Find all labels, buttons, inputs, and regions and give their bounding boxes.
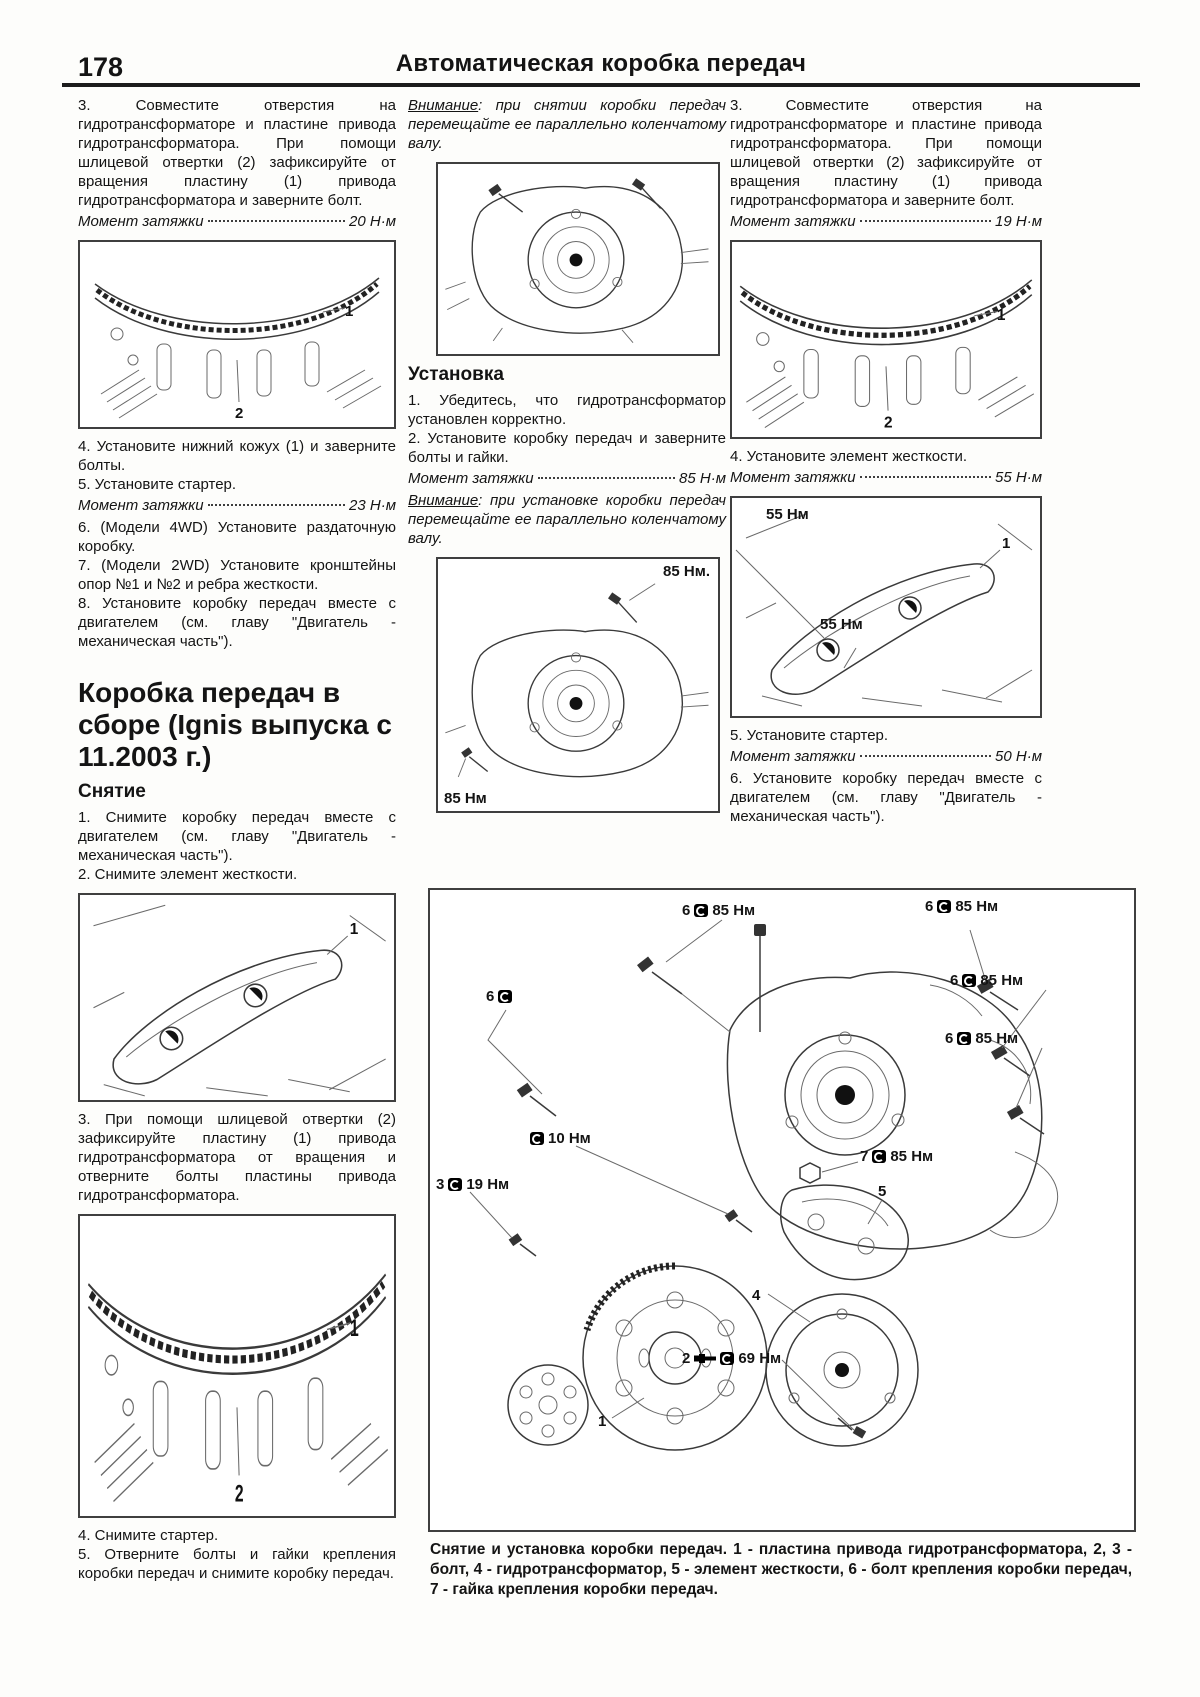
step-paragraph: 4. Установите элемент жесткости.	[730, 448, 968, 465]
torque-spec	[730, 212, 1042, 231]
section-heading: Коробка передач в сборе (Ignis выпуска с 11.2003 г.)	[78, 677, 392, 772]
subsection-installation: Установка	[408, 364, 504, 385]
figure-transmission-exploded	[428, 888, 1136, 1532]
dot-leader	[860, 755, 991, 757]
torque-label: Момент затяжки	[78, 497, 204, 514]
torque-value: 69 Нм	[738, 1350, 782, 1367]
part-number: 2	[682, 1350, 691, 1367]
step-paragraph: 4. Снимите стартер.	[78, 1527, 219, 1544]
torque-value: 19 Нм	[466, 1176, 510, 1193]
torque-value: 85 Нм	[712, 902, 756, 919]
torque-icon	[498, 990, 512, 1003]
torque-icon	[962, 974, 976, 987]
torque-spec	[408, 469, 726, 488]
step-paragraph: 7. (Модели 2WD) Установите кронштейны опор №1 и №2 и ребра жесткости.	[78, 557, 396, 593]
right-column	[730, 96, 1042, 826]
torque-callout	[682, 1350, 781, 1367]
step-paragraph: 5. Установите стартер.	[730, 727, 889, 744]
callout-1: 1	[345, 303, 354, 320]
figure-lower-cover-right	[730, 240, 1042, 439]
torque-icon	[694, 904, 708, 917]
torque-callout-85: 85 Нм.	[663, 563, 710, 580]
torque-label: Момент затяжки	[730, 748, 856, 765]
torque-icon	[720, 1352, 734, 1365]
torque-callout-85: 85 Нм	[444, 790, 487, 807]
dot-leader	[208, 220, 345, 222]
page-header	[62, 50, 1140, 87]
step-paragraph: 6. Установите коробку передач вместе с двигателем (см. главу "Двигатель - механическая часть").	[730, 770, 1042, 825]
torque-callout	[925, 898, 998, 915]
bolt-icon	[694, 1354, 716, 1363]
warning-label: Внимание	[408, 492, 479, 509]
torque-value: 85 Нм	[955, 898, 999, 915]
step-paragraph: 5. Отверните болты и гайки крепления коробки передач и снимите коробку передач.	[78, 1546, 396, 1582]
warning-text: : при снятии коробки передач перемещайте ее параллельно коленчатому валу.	[408, 97, 726, 152]
step-paragraph: 8. Установите коробку передач вместе с двигателем (см. главу "Двигатель - механическая часть").	[78, 595, 396, 650]
torque-icon	[448, 1178, 462, 1191]
dot-leader	[208, 504, 345, 506]
torque-icon	[957, 1032, 971, 1045]
torque-callout	[950, 972, 1023, 989]
torque-callout	[526, 1130, 591, 1147]
part-number: 6	[945, 1030, 954, 1047]
figure-stiffener-install	[730, 496, 1042, 718]
part-number: 6	[950, 972, 959, 989]
figure-art-transmission	[438, 164, 714, 354]
figure-art-bracket	[80, 895, 394, 1100]
torque-value: 50 Н·м	[995, 748, 1042, 765]
torque-value: 23 Н·м	[349, 497, 396, 514]
warning-paragraph	[408, 491, 726, 548]
figure-caption: Снятие и установка коробки передач. 1 - пластина привода гидротрансформатора, 2, 3 - болт, 4 - гидротрансформатор, 5 - элемент жесткости, 6 - болт крепления коробки передач, 7 - гайка крепления коробки передач.	[430, 1541, 1132, 1598]
callout-2: 2	[883, 414, 893, 432]
callout-1: 1	[996, 306, 1006, 325]
torque-callout	[682, 902, 755, 919]
torque-spec	[730, 747, 1042, 766]
step-paragraph: 2. Снимите элемент жесткости.	[78, 866, 298, 883]
figure-stiffener-bracket	[78, 893, 396, 1102]
step-paragraph: 6. (Модели 4WD) Установите раздаточную коробку.	[78, 519, 396, 555]
left-column	[78, 96, 396, 1583]
callout-1: 1	[1002, 535, 1011, 552]
torque-callout	[486, 988, 516, 1005]
figure-art-lower-cover	[80, 242, 394, 427]
step-paragraph: 1. Снимите коробку передач вместе с двигателем (см. главу "Двигатель - механическая часть").	[78, 809, 396, 864]
torque-label: Момент затяжки	[730, 213, 856, 230]
torque-callout	[436, 1176, 509, 1193]
figure-lower-cover-2	[78, 1214, 396, 1518]
torque-callout	[945, 1030, 1018, 1047]
torque-label: Момент затяжки	[408, 470, 534, 487]
figure-art-transmission	[438, 559, 714, 811]
torque-spec	[78, 496, 396, 515]
callout-2: 2	[234, 1480, 244, 1508]
figure-transmission-install	[436, 557, 720, 813]
torque-value: 19 Н·м	[995, 213, 1042, 230]
torque-icon	[872, 1150, 886, 1163]
torque-icon	[530, 1132, 544, 1145]
torque-value: 85 Нм	[980, 972, 1024, 989]
torque-value: 85 Нм	[890, 1148, 934, 1165]
warning-paragraph	[408, 96, 726, 153]
figure-art-lower-cover	[80, 1216, 394, 1516]
dot-leader	[860, 476, 991, 478]
callout-1: 1	[350, 1314, 359, 1342]
warning-text: : при установке коробки передач перемещайте ее параллельно коленчатому валу.	[408, 492, 726, 547]
torque-spec	[78, 212, 396, 231]
step-paragraph: 3. Совместите отверстия на гидротрансформаторе и пластине привода гидротрансформатора. При помощи шлицевой отвертки (2) зафиксируйте от вращения пластину (1) привода гидротрансформатора и заверните болт.	[730, 97, 1042, 209]
step-paragraph: 3. При помощи шлицевой отвертки (2) зафиксируйте пластину (1) привода гидротрансформатора от вращения и отверните болты пластины привода гидротрансформатора.	[78, 1111, 396, 1204]
callout-1: 1	[598, 1413, 607, 1430]
part-number: 3	[436, 1176, 445, 1193]
torque-label: Момент затяжки	[78, 213, 204, 230]
step-paragraph: 4. Установите нижний кожух (1) и заверните болты.	[78, 438, 396, 474]
torque-label: Момент затяжки	[730, 469, 856, 486]
callout-2: 2	[235, 405, 244, 422]
step-paragraph: 5. Установите стартер.	[78, 476, 237, 493]
figure-art-exploded	[430, 890, 1130, 1526]
torque-value: 85 Н·м	[679, 470, 726, 487]
step-paragraph: 2. Установите коробку передач и заверните болты и гайки.	[408, 430, 726, 466]
dot-leader	[860, 220, 991, 222]
torque-value: 55 Н·м	[995, 469, 1042, 486]
torque-callout	[860, 1148, 933, 1165]
part-number: 6	[682, 902, 691, 919]
warning-label: Внимание	[408, 97, 479, 114]
step-paragraph: 3. Совместите отверстия на гидротрансформаторе и пластине привода гидротрансформатора. При помощи шлицевой отвертки (2) зафиксируйте от вращения пластину (1) привода гидротрансформатора и заверните болт.	[78, 97, 396, 209]
callout-4: 4	[752, 1287, 761, 1304]
figure-art-lower-cover	[732, 242, 1040, 437]
torque-icon	[937, 900, 951, 913]
middle-column	[408, 96, 726, 821]
dot-leader	[538, 477, 675, 479]
torque-spec	[730, 468, 1042, 487]
torque-value: 85 Нм	[975, 1030, 1019, 1047]
torque-value: 20 Н·м	[349, 213, 396, 230]
torque-value: 10 Нм	[548, 1130, 591, 1147]
figure-art-bracket	[732, 498, 1040, 712]
step-paragraph: 1. Убедитесь, что гидротрансформатор установлен корректно.	[408, 392, 726, 428]
page-title: Автоматическая коробка передач	[395, 50, 807, 77]
part-number: 6	[486, 988, 495, 1005]
subsection-removal: Снятие	[78, 781, 146, 802]
callout-5: 5	[878, 1183, 887, 1200]
figure-transmission-removal	[436, 162, 720, 356]
part-number: 7	[860, 1148, 869, 1165]
page-number: 178	[78, 52, 124, 82]
callout-1: 1	[349, 920, 359, 938]
figure-lower-cover	[78, 240, 396, 429]
part-number: 6	[925, 898, 934, 915]
torque-callout-55: 55 Нм	[820, 616, 863, 633]
torque-callout-55: 55 Нм	[766, 506, 809, 523]
